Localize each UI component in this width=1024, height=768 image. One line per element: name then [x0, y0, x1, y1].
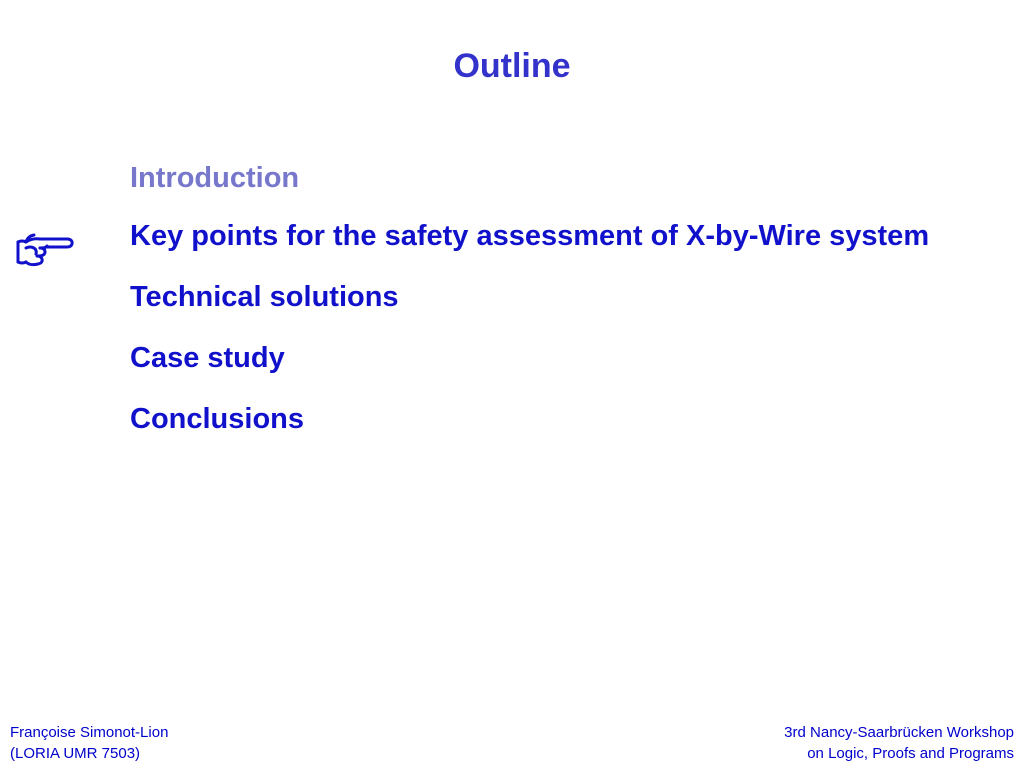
- outline-item-conclusions: Conclusions: [130, 403, 305, 435]
- footer-event: [784, 722, 1014, 764]
- outline-item-key-points: Key points for the safety assessment of X-by-Wire system: [130, 220, 930, 252]
- pointing-hand-icon: [12, 226, 76, 274]
- outline-list: [130, 156, 990, 454]
- slide-title: Outline: [453, 47, 571, 85]
- footer-author-name: Françoise Simonot-Lion: [10, 724, 169, 741]
- outline-item-technical-solutions: Technical solutions: [130, 281, 399, 313]
- footer-event-subtitle: on Logic, Proofs and Programs: [807, 745, 1014, 762]
- footer-event-name: 3rd Nancy-Saarbrücken Workshop: [784, 724, 1014, 741]
- outline-item-case-study: Case study: [130, 342, 285, 374]
- outline-item-introduction: Introduction: [130, 162, 300, 194]
- footer-author-affiliation: (LORIA UMR 7503): [10, 745, 141, 762]
- footer-author: [10, 722, 168, 764]
